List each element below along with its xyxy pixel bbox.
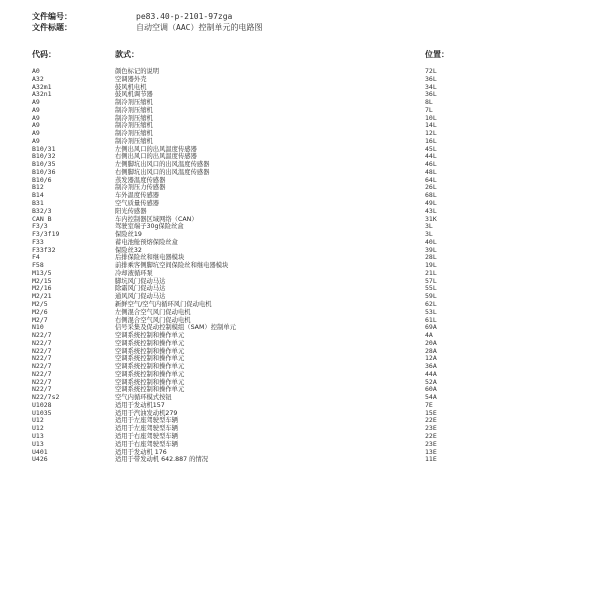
component-code: U1028	[32, 400, 52, 409]
component-description: 制冷剂压缩机	[115, 122, 153, 130]
table-row	[0, 84, 604, 92]
component-position: 49L	[425, 199, 437, 208]
component-code: U13	[32, 439, 44, 448]
component-position: 8L	[425, 98, 433, 107]
component-description: 除霜风门促动马达	[115, 285, 166, 293]
component-code: U1035	[32, 408, 52, 417]
component-code: U13	[32, 431, 44, 440]
component-code: CAN B	[32, 214, 52, 223]
component-position: 62L	[425, 299, 437, 308]
component-position: 52A	[425, 377, 437, 386]
table-row	[0, 192, 604, 200]
component-description: 适用于发动机157	[115, 401, 165, 409]
component-code: F33	[32, 237, 44, 246]
table-row	[0, 402, 604, 410]
component-code: F3/3	[32, 222, 48, 231]
component-description: 左侧脚坑出风口的出风温度传感器	[115, 161, 210, 169]
component-position: 26L	[425, 183, 437, 192]
component-description: 鼓风机电机	[115, 83, 147, 91]
component-position: 28L	[425, 253, 437, 262]
table-row	[0, 231, 604, 239]
component-description: 空调系统控制和操作单元	[115, 363, 185, 371]
table-row	[0, 324, 604, 332]
table-row	[0, 130, 604, 138]
component-description: 适用于右座驾驶型车辆	[115, 440, 178, 448]
table-row	[0, 293, 604, 301]
component-position: 48L	[425, 167, 437, 176]
component-code: A9	[32, 129, 40, 138]
component-code: N10	[32, 323, 44, 332]
component-position: 23E	[425, 424, 437, 433]
component-position: 36L	[425, 74, 437, 83]
component-code: A32	[32, 74, 44, 83]
component-code: A9	[32, 121, 40, 130]
component-description: 车外温度传感器	[115, 192, 160, 200]
component-description: 空调系统控制和操作单元	[115, 386, 185, 394]
component-code: N22/7	[32, 369, 52, 378]
component-position: 53L	[425, 307, 437, 316]
component-code: M2/21	[32, 292, 52, 301]
component-code: U401	[32, 447, 48, 456]
table-row	[0, 146, 604, 154]
component-description: 阳光传感器	[115, 207, 147, 215]
component-description: 保险丝19	[115, 231, 142, 239]
component-description: 保险丝32	[115, 246, 142, 254]
component-position: 3L	[425, 222, 433, 231]
component-position: 59L	[425, 292, 437, 301]
table-row	[0, 76, 604, 84]
component-code: F58	[32, 261, 44, 270]
component-position: 4A	[425, 331, 433, 340]
table-row	[0, 99, 604, 107]
table-row	[0, 417, 604, 425]
component-position: 68L	[425, 191, 437, 200]
table-row	[0, 91, 604, 99]
component-position: 21L	[425, 268, 437, 277]
table-row	[0, 449, 604, 457]
component-code: B10/32	[32, 152, 56, 161]
component-description: 车内控制器区域网络（CAN）	[115, 215, 198, 223]
component-description: 空调系统控制和操作单元	[115, 355, 185, 363]
component-code: F4	[32, 253, 40, 262]
component-position: 13E	[425, 447, 437, 456]
file-title-label: 文件标题：	[32, 23, 72, 32]
component-description: 颜色标记的说明	[115, 68, 160, 75]
component-code: N22/7	[32, 354, 52, 363]
component-position: 72L	[425, 67, 437, 75]
table-row	[0, 332, 604, 340]
component-position: 31K	[425, 214, 437, 223]
component-position: 61L	[425, 315, 437, 324]
column-header-description: 款式：	[115, 50, 139, 59]
table-row	[0, 386, 604, 394]
component-position: 12L	[425, 129, 437, 138]
component-description: 制冷剂压缩机	[115, 137, 153, 145]
component-description: 脚坑风门促动马达	[115, 277, 166, 285]
table-row	[0, 340, 604, 348]
component-code: M2/5	[32, 299, 48, 308]
column-header-code: 代码：	[32, 50, 56, 59]
component-position: 10L	[425, 113, 437, 122]
column-header-position: 位置：	[425, 50, 449, 59]
component-code: F33f32	[32, 245, 56, 254]
component-code: B12	[32, 183, 44, 192]
component-code: M13/5	[32, 268, 52, 277]
component-position: 44L	[425, 152, 437, 161]
component-description: 适用于左座驾驶型车辆	[115, 417, 178, 425]
component-description: 制冷剂压缩机	[115, 99, 153, 107]
component-position: 40L	[425, 237, 437, 246]
component-description: 适用于发动机 176	[115, 448, 167, 456]
component-description: 制冷剂压缩机	[115, 114, 153, 122]
table-row	[0, 456, 604, 464]
component-code: N22/7	[32, 377, 52, 386]
component-description: 右侧出风口的出风温度传感器	[115, 153, 197, 161]
component-code: N22/7	[32, 346, 52, 355]
table-row	[0, 153, 604, 161]
component-code: N22/7	[32, 338, 52, 347]
component-description: 前排乘客侧脚坑空间保险丝和继电器模块	[115, 262, 229, 270]
component-description: 空调系统控制和操作单元	[115, 370, 185, 378]
component-description: 制冷剂压力传感器	[115, 184, 166, 192]
table-row	[0, 216, 604, 224]
table-row	[0, 379, 604, 387]
component-code: N22/7s2	[32, 393, 60, 402]
component-position: 36L	[425, 90, 437, 99]
component-description: 空调系统控制和操作单元	[115, 339, 185, 347]
component-position: 57L	[425, 276, 437, 285]
component-code: B32/3	[32, 206, 52, 215]
component-description: 制冷剂压缩机	[115, 106, 153, 114]
table-row	[0, 239, 604, 247]
component-code: B10/31	[32, 144, 56, 153]
table-row	[0, 107, 604, 115]
component-description: 冷却液循环泵	[115, 269, 153, 277]
component-position: 43L	[425, 206, 437, 215]
component-position: 39L	[425, 245, 437, 254]
component-code: U12	[32, 416, 44, 425]
component-code: A0	[32, 67, 40, 75]
component-code: U426	[32, 455, 48, 464]
table-row	[0, 184, 604, 192]
table-row	[0, 410, 604, 418]
component-description: 适用于右座驾驶型车辆	[115, 432, 178, 440]
component-description: 右侧混合空气风门促动电机	[115, 316, 191, 324]
component-position: 46L	[425, 160, 437, 169]
component-position: 16L	[425, 136, 437, 145]
table-row	[0, 68, 604, 76]
component-description: 制冷剂压缩机	[115, 130, 153, 138]
component-code: B14	[32, 191, 44, 200]
component-description: 适用于带发动机 642.887 的情况	[115, 456, 209, 464]
component-position: 14L	[425, 121, 437, 130]
component-code: A9	[32, 136, 40, 145]
component-code: U12	[32, 424, 44, 433]
component-description: 空调系统控制和操作单元	[115, 378, 185, 386]
component-description: 空调系统控制和操作单元	[115, 332, 185, 340]
component-position: 20A	[425, 338, 437, 347]
component-position: 60A	[425, 385, 437, 394]
component-description: 空调器外壳	[115, 75, 147, 83]
table-row	[0, 355, 604, 363]
component-position: 28A	[425, 346, 437, 355]
component-position: 12A	[425, 354, 437, 363]
table-row	[0, 425, 604, 433]
table-row	[0, 309, 604, 317]
table-row	[0, 208, 604, 216]
component-position: 7E	[425, 400, 433, 409]
component-code: A9	[32, 98, 40, 107]
component-description: 左侧混合空气风门促动电机	[115, 308, 191, 316]
component-code: B10/6	[32, 175, 52, 184]
file-number-value: pe83.40-p-2101-97zga	[136, 12, 233, 21]
component-code: F3/3f19	[32, 230, 60, 239]
component-position: 64L	[425, 175, 437, 184]
component-description: 新鲜空气/空气内循环风门促动电机	[115, 300, 212, 308]
table-row	[0, 262, 604, 270]
table-row	[0, 394, 604, 402]
component-position: 69A	[425, 323, 437, 332]
component-code: M2/7	[32, 315, 48, 324]
table-row	[0, 254, 604, 262]
component-position: 45L	[425, 144, 437, 153]
table-row	[0, 301, 604, 309]
component-description: 空气质量传感器	[115, 200, 160, 208]
component-position: 23E	[425, 439, 437, 448]
component-code: M2/16	[32, 284, 52, 293]
component-code: A32n1	[32, 90, 52, 99]
component-position: 55L	[425, 284, 437, 293]
component-position: 22E	[425, 431, 437, 440]
table-row	[0, 247, 604, 255]
component-description: 蓄电池舱预熔保险丝盒	[115, 238, 178, 246]
table-row	[0, 278, 604, 286]
component-position: 54A	[425, 393, 437, 402]
table-row	[0, 223, 604, 231]
component-description: 空气内循环模式按钮	[115, 394, 172, 402]
component-code: A32m1	[32, 82, 52, 91]
component-position: 11E	[425, 455, 437, 464]
component-position: 7L	[425, 105, 433, 114]
component-description: 适用于左座驾驶型车辆	[115, 425, 178, 433]
file-number-label: 文件编号：	[32, 12, 72, 21]
component-position: 15E	[425, 408, 437, 417]
component-description: 鼓风机调节器	[115, 91, 153, 99]
component-position: 36A	[425, 362, 437, 371]
table-row	[0, 371, 604, 379]
table-row	[0, 200, 604, 208]
table-row	[0, 177, 604, 185]
component-description: 通风风门促动马达	[115, 293, 166, 301]
file-title-value: 自动空调（AAC）控制单元的电路图	[136, 23, 263, 32]
component-code: B10/36	[32, 167, 56, 176]
component-code: B10/35	[32, 160, 56, 169]
component-legend-table	[0, 68, 604, 464]
component-description: 左侧出风口的出风温度传感器	[115, 145, 197, 153]
component-code: B31	[32, 199, 44, 208]
table-row	[0, 433, 604, 441]
component-position: 19L	[425, 261, 437, 270]
component-code: A9	[32, 105, 40, 114]
table-row	[0, 122, 604, 130]
table-row	[0, 348, 604, 356]
table-row	[0, 169, 604, 177]
component-description: 适用于汽油发动机279	[115, 409, 178, 417]
component-code: M2/15	[32, 276, 52, 285]
component-code: N22/7	[32, 331, 52, 340]
component-position: 44A	[425, 369, 437, 378]
component-description: 驾驶室端子30g保险丝盒	[115, 223, 184, 231]
component-description: 空调系统控制和操作单元	[115, 347, 185, 355]
table-row	[0, 363, 604, 371]
component-position: 3L	[425, 230, 433, 239]
component-description: 右侧脚坑出风口的出风温度传感器	[115, 168, 210, 176]
component-description: 蒸发器温度传感器	[115, 176, 166, 184]
component-code: A9	[32, 113, 40, 122]
component-code: N22/7	[32, 362, 52, 371]
component-description: 后排保险丝和继电器模块	[115, 254, 185, 262]
component-code: N22/7	[32, 385, 52, 394]
table-row	[0, 138, 604, 146]
table-row	[0, 270, 604, 278]
table-row	[0, 441, 604, 449]
table-row	[0, 161, 604, 169]
table-row	[0, 285, 604, 293]
component-code: M2/6	[32, 307, 48, 316]
component-position: 34L	[425, 82, 437, 91]
table-row	[0, 115, 604, 123]
component-description: 信号采集及促动控制模组（SAM）控制单元	[115, 324, 236, 332]
table-row	[0, 317, 604, 325]
component-position: 22E	[425, 416, 437, 425]
